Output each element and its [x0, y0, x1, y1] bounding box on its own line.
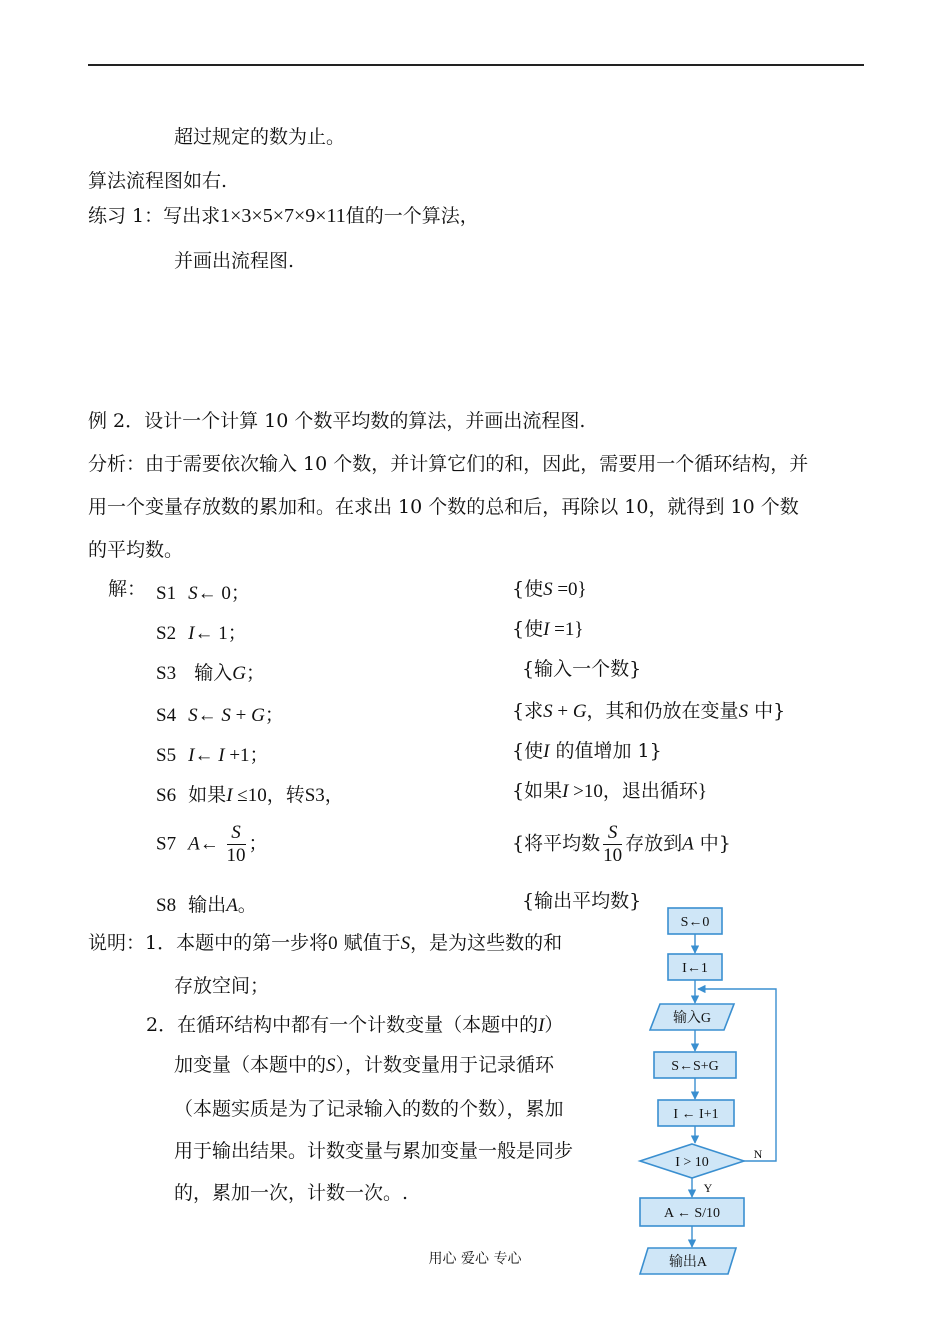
flow-text-average: A ← S/10	[663, 1206, 721, 1221]
explanation-line7: 的，累加一次，计数一次。.	[174, 1182, 409, 1204]
note-fraction-s-over-10: $\frac{S}{10}$	[603, 822, 623, 866]
flow-text-s-accumulate: S←S+G	[671, 1059, 719, 1074]
flow-label-yes: Y	[703, 1181, 713, 1195]
explanation-line1: 说明：1．本题中的第一步将0 赋值于S，是为这些数的和	[88, 932, 563, 954]
explanation-line2: 存放空间；	[174, 975, 270, 997]
flow-text-decision: I > 10	[675, 1155, 709, 1170]
flow-text-output: 输出A	[668, 1255, 708, 1270]
note-s5: {使I 的值增加 1}	[512, 740, 662, 762]
note-s6: {如果I >10，退出循环}	[512, 780, 708, 802]
step-s4: S4 S← S + G；	[156, 704, 284, 726]
fraction-s-over-10: $\frac{S}{10}$	[226, 822, 246, 866]
exercise-suffix: 值的一个算法，	[345, 205, 479, 227]
note-s8: {输出平均数}	[522, 890, 642, 912]
explanation-line6: 用于输出结果。计数变量与累加变量一般是同步	[174, 1140, 574, 1162]
page-footer: 用心 爱心 专心	[428, 1251, 522, 1267]
flow-text-i-init: I←1	[682, 961, 708, 976]
step-s6: S6 如果I ≤10，转S3，	[156, 784, 344, 806]
note-s8-clip	[522, 888, 642, 918]
note-s4: {求S + G，其和仍放在变量S 中}	[512, 700, 786, 722]
note-s7: {将平均数 $\frac{S}{10}$ 存放到A 中}	[512, 822, 731, 866]
note-s2: {使I =1}	[512, 618, 584, 640]
explanation-line5: （本题实质是为了记录输入的数的个数），累加	[174, 1098, 564, 1120]
explanation-line4: 加变量（本题中的S），计数变量用于记录循环	[174, 1054, 555, 1076]
intro-line1: 超过规定的数为止。	[174, 126, 346, 148]
note-s3: {输入一个数}	[522, 658, 642, 680]
step-s1: S1 S← 0；	[156, 583, 250, 604]
exercise-line1	[88, 203, 479, 229]
example-title: 例 2．设计一个计算 10 个数平均数的算法，并画出流程图.	[88, 410, 586, 432]
explanation-line3: 2．在循环结构中都有一个计数变量（本题中的I）	[146, 1014, 564, 1036]
header-rule	[88, 64, 864, 66]
analysis-line3: 的平均数。	[88, 539, 184, 561]
step-s5: S5 I← I +1；	[156, 745, 269, 766]
step-s8: S8 输出A。	[156, 894, 257, 916]
step-s2: S2 I← 1；	[156, 623, 247, 644]
exercise-expression: 1×3×5×7×9×11	[220, 205, 346, 227]
exercise-line2: 并画出流程图.	[174, 250, 295, 272]
exercise-prefix: 练习 1：写出求	[88, 205, 221, 227]
flow-text-input: 输入G	[672, 1011, 712, 1026]
analysis-line1: 分析：由于需要依次输入 10 个数，并计算它们的和，因此，需要用一个循环结构，并	[88, 453, 809, 475]
flow-text-i-increment: I ← I+1	[673, 1107, 719, 1122]
flow-label-no: N	[753, 1147, 763, 1161]
step-s3: S3 输入G；	[156, 662, 265, 684]
intro-line2: 算法流程图如右.	[88, 170, 228, 192]
analysis-line2: 用一个变量存放数的累加和。在求出 10 个数的总和后，再除以 10，就得到 10 个数	[88, 496, 799, 518]
note-s1: {使S =0}	[512, 578, 587, 600]
flow-text-s-init: S←0	[680, 915, 710, 930]
algorithm-flowchart	[632, 900, 792, 1285]
step-s7: S7 A← $\frac{S}{10}$ ；	[156, 822, 268, 866]
solution-label: 解：	[108, 578, 147, 600]
